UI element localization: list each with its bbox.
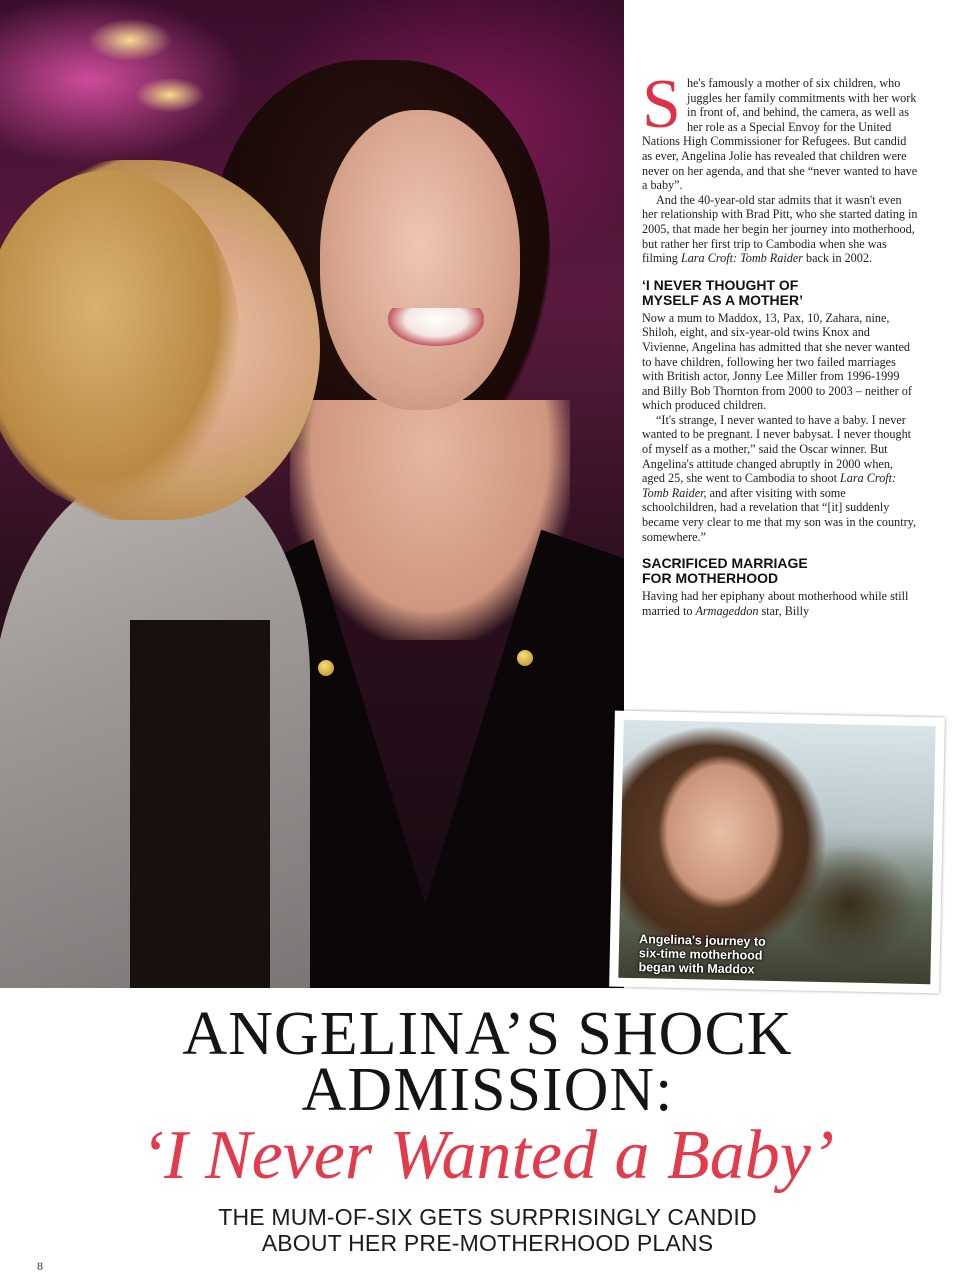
paragraph-4 bbox=[642, 413, 918, 544]
headline-quote: ‘I Never Wanted a Baby’ bbox=[140, 1117, 835, 1194]
subhead-sacrificed-marriage bbox=[642, 556, 918, 586]
article-body bbox=[642, 66, 918, 618]
child-shirt bbox=[130, 620, 270, 988]
paragraph-2-text-b: back in 2002. bbox=[802, 251, 873, 266]
page-number: 8 bbox=[37, 1259, 43, 1273]
standfirst-line-2: ABOUT HER PRE-MOTHERHOOD PLANS bbox=[261, 1230, 714, 1256]
film-title: Lara Croft: Tomb Raider bbox=[680, 251, 803, 266]
paragraph-5-text-a: Having had her epiphany about motherhood while still married to bbox=[642, 589, 909, 618]
intro-paragraph bbox=[642, 66, 918, 193]
intro-text: he's famously a mother of six children, who juggles her family commitments with her work in front of, and behind, the camera, as well as her role as a Special Envoy for the United Nations High Commissioner for Refugees. But candid as ever, Angelina Jolie has revealed that children were never on her agenda, and that she “never wanted to have a baby”. bbox=[642, 76, 918, 193]
woman-face bbox=[320, 110, 520, 410]
inset-caption: Angelina's journey to six-time motherhood began with Maddox bbox=[638, 932, 766, 977]
main-photo bbox=[0, 0, 624, 988]
film-title-2: Lara Croft: Tomb Raider, bbox=[642, 471, 897, 500]
paragraph-2-text-a: And the 40-year-old star admits that it wasn't even her relationship with Brad Pitt, who she started dating in 2005, that made her begin her journey into motherhood, but rather her first trip to Cambodia when she was filming bbox=[642, 192, 918, 266]
headline-line-1: ANGELINA’S SHOCK bbox=[182, 1000, 793, 1068]
paragraph-3: Now a mum to Maddox, 13, Pax, 10, Zahara, nine, Shiloh, eight, and six-year-old twins Knox and Vivienne, Angelina has admitted that she never wanted to have children, following her two failed marriages with British actor, Jonny Lee Miller from 1996-1999 and Billy Bob Thornton from 2000 to 2003 – neither of which produced children. bbox=[642, 310, 912, 413]
paragraph-5 bbox=[642, 589, 918, 618]
headline-line-2: ADMISSION: bbox=[301, 1056, 674, 1124]
dress-button-right bbox=[517, 650, 533, 666]
dress-button-left bbox=[318, 660, 334, 676]
drop-cap: S bbox=[642, 66, 681, 143]
standfirst-line-1: THE MUM-OF-SIX GETS SURPRISINGLY CANDID bbox=[218, 1204, 757, 1230]
subhead-1-line-2: MYSELF AS A MOTHER’ bbox=[642, 291, 803, 308]
film-title-3: Armageddon bbox=[695, 603, 759, 618]
woman-smile bbox=[388, 308, 484, 346]
paragraph-2 bbox=[642, 193, 918, 266]
subhead-2-line-2: FOR MOTHERHOOD bbox=[642, 570, 779, 587]
inset-photo-frame bbox=[609, 711, 945, 994]
inset-photo bbox=[618, 720, 935, 984]
paragraph-4-text-a: “It's strange, I never wanted to have a baby. I never wanted to be pregnant. I never babysat. I never thought of myself as a mother,” said the Oscar winner. But Angelina's attitude changed abruptly in 2000 when, aged 25, she went to Cambodia to shoot bbox=[642, 412, 912, 486]
subhead-1-line-1: ‘I NEVER THOUGHT OF bbox=[642, 276, 799, 293]
paragraph-5-text-b: star, Billy bbox=[758, 603, 810, 618]
paragraph-4-text-b: and after visiting with some schoolchildren, had a revelation that “[it] suddenly became very clear to me that my son was in the country, somewhere.” bbox=[642, 485, 917, 544]
subhead-2-line-1: SACRIFICED MARRIAGE bbox=[642, 555, 808, 572]
subhead-never-thought bbox=[642, 278, 918, 308]
